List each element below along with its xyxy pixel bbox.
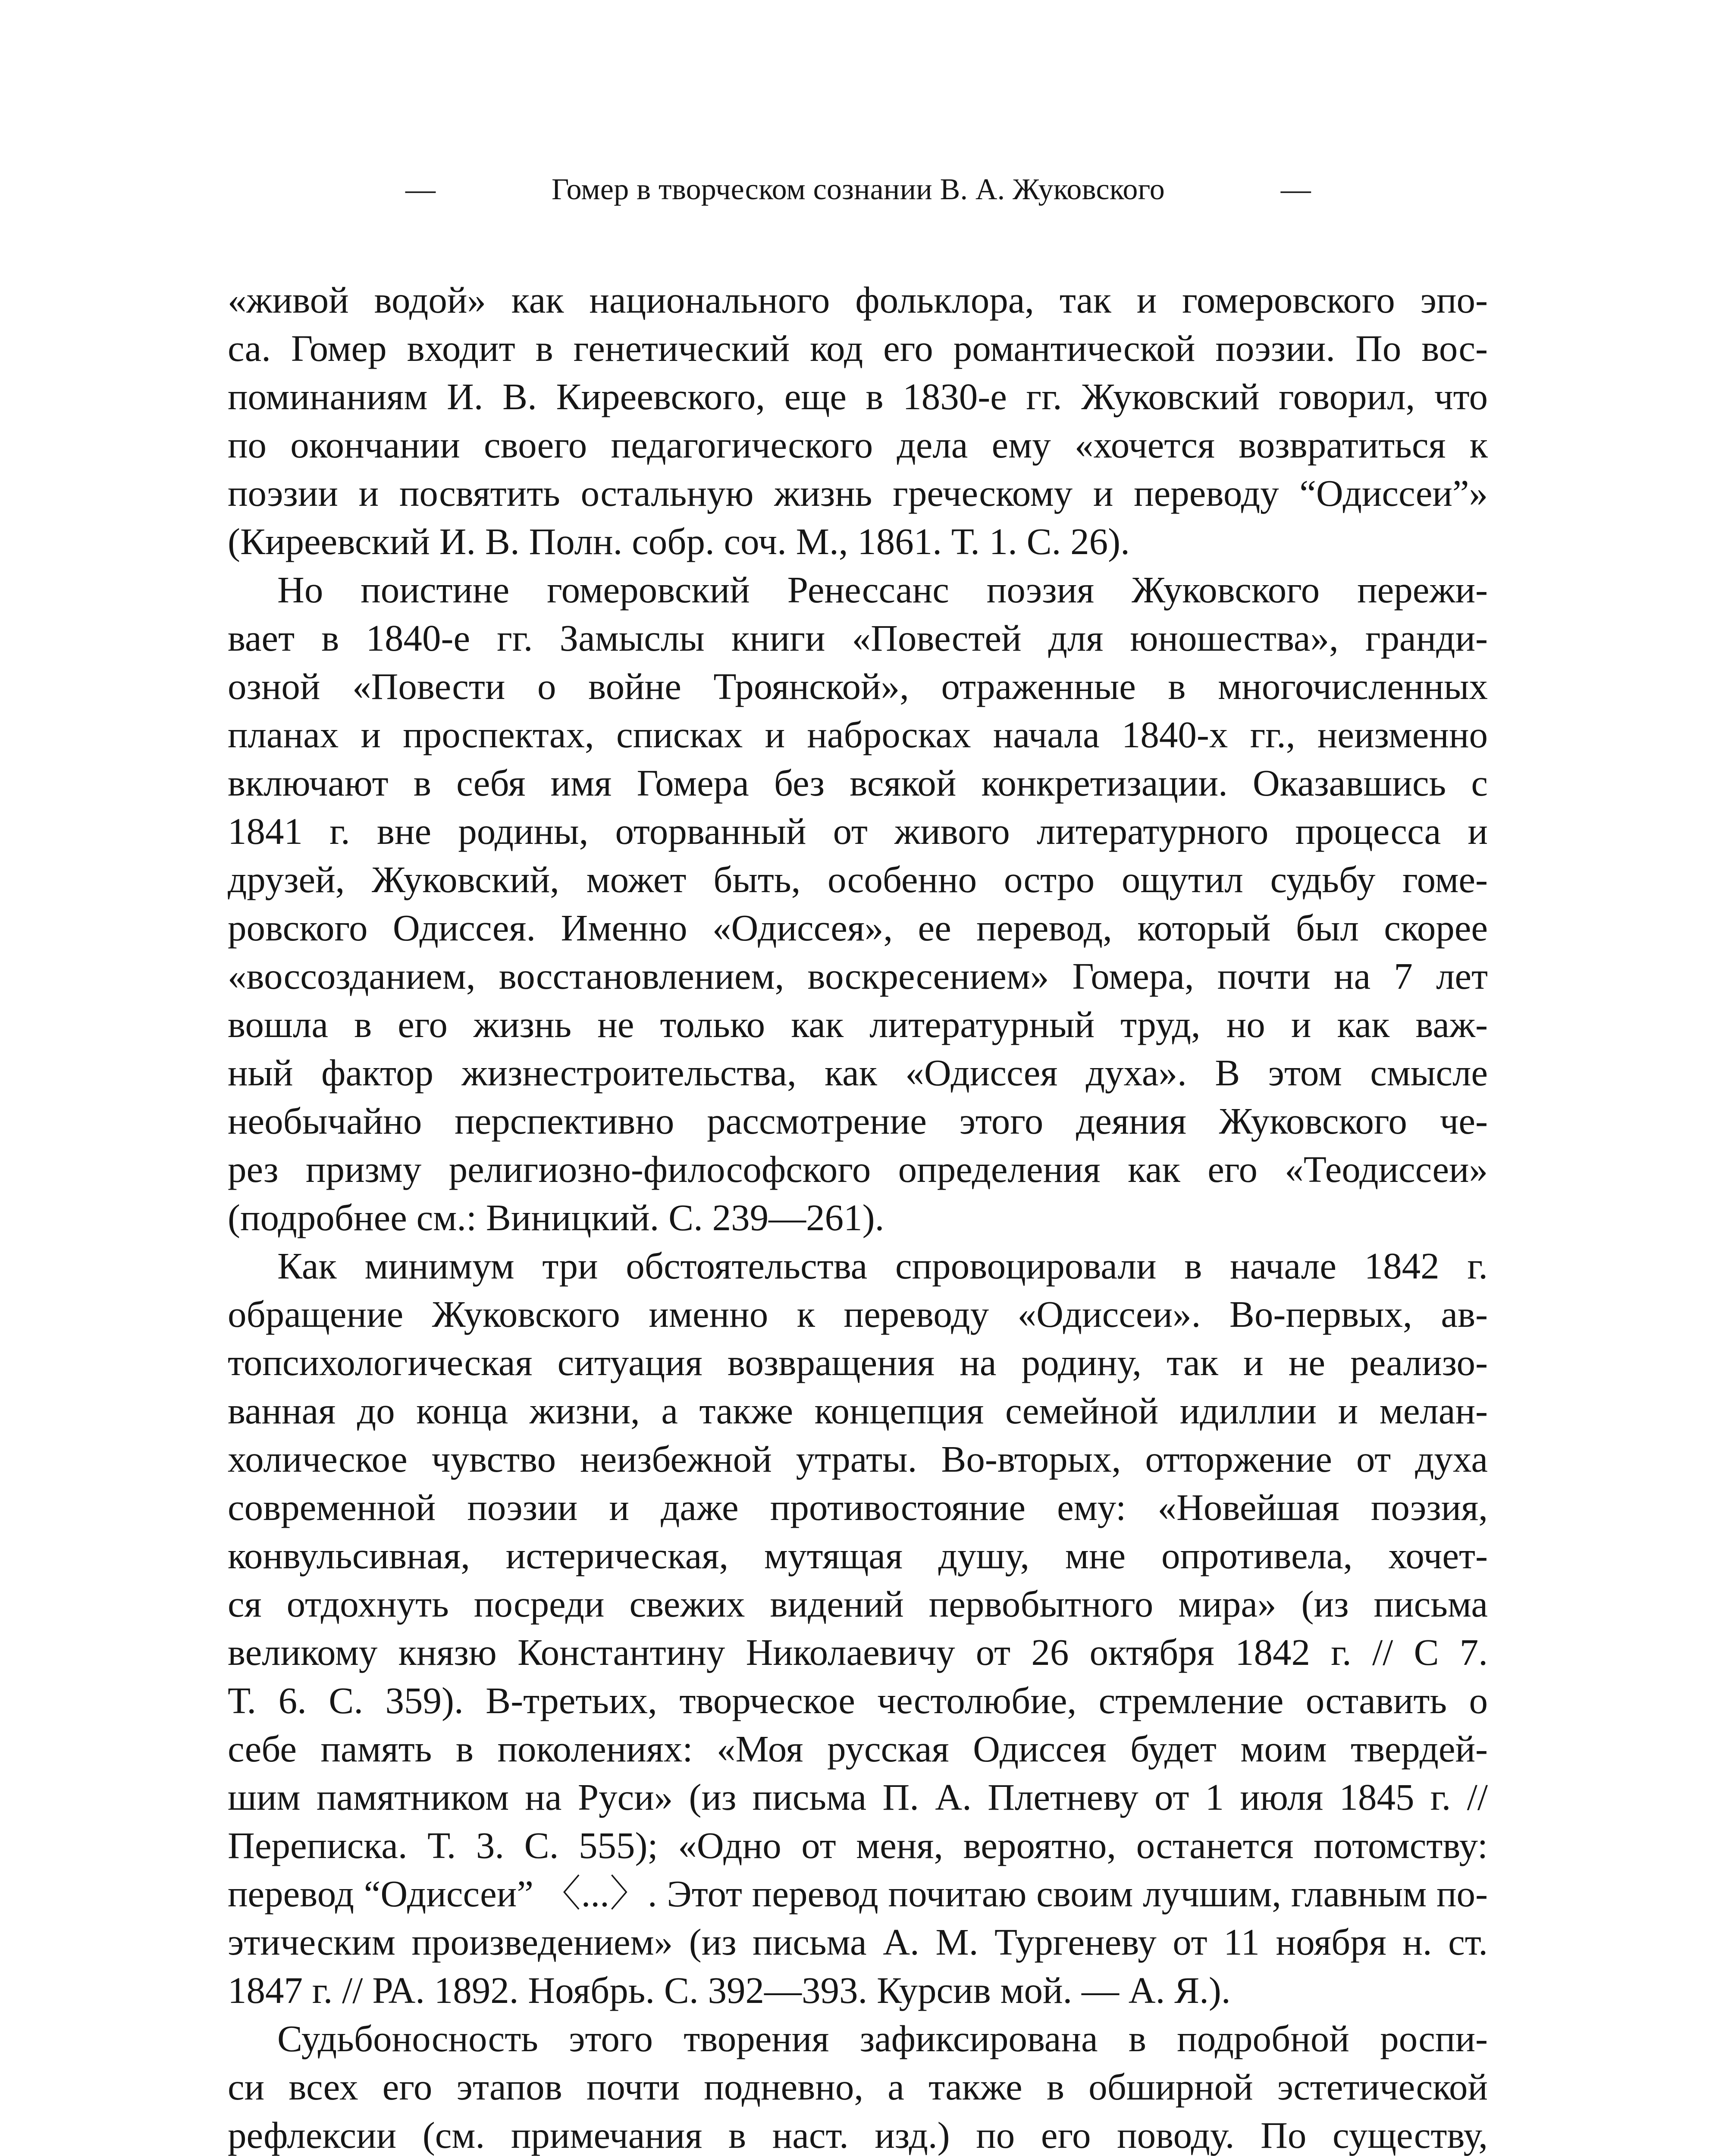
text-line: озной «Повести о войне Троянской», отраженные в многочисленных — [228, 665, 1488, 707]
text-line: конвульсивная, истерическая, мутящая душу, мне опротивела, хочет- — [228, 1535, 1488, 1576]
text-line: поэзии и посвятить остальную жизнь греческому и переводу “Одиссеи”» — [228, 472, 1488, 514]
text-line: этическим произведением» (из письма А. М. Тургеневу от 11 ноября н. ст. — [228, 1921, 1488, 1963]
running-head-left-dash: — — [405, 173, 436, 206]
text-line: са. Гомер входит в генетический код его романтической поэзии. По вос- — [228, 327, 1488, 369]
text-line: вает в 1840-е гг. Замыслы книги «Повестей для юношества», гранди- — [228, 617, 1488, 659]
text-line: 1841 г. вне родины, оторванный от живого литературного процесса и — [228, 810, 1488, 852]
running-head-title: Гомер в творческом сознании В. А. Жуковского — [552, 173, 1165, 206]
text-line: перевод “Одиссеи” 〈...〉. Этот перевод почитаю своим лучшим, главным по- — [228, 1873, 1488, 1915]
text-line: ный фактор жизнестроительства, как «Одиссея духа». В этом смысле — [228, 1052, 1488, 1094]
text-line: великому князю Константину Николаевичу от 26 октября 1842 г. // С 7. — [228, 1631, 1488, 1673]
running-head — [405, 170, 1311, 209]
text-line: необычайно перспективно рассмотрение этого деяния Жуковского че- — [228, 1100, 1488, 1142]
text-line: (Киреевский И. В. Полн. собр. соч. М., 1861. Т. 1. С. 26). — [228, 520, 1130, 562]
text-line: включают в себя имя Гомера без всякой конкретизации. Оказавшись с — [228, 762, 1488, 804]
text-line: современной поэзии и даже противостояние ему: «Новейшая поэзия, — [228, 1486, 1488, 1528]
running-head-right-dash: — — [1280, 173, 1311, 206]
text-line: ровского Одиссея. Именно «Одиссея», ее перевод, который был скорее — [228, 907, 1488, 949]
text-line: си всех его этапов почти подневно, а также в обширной эстетической — [228, 2066, 1488, 2108]
text-line: шим памятником на Руси» (из письма П. А. Плетневу от 1 июля 1845 г. // — [228, 1776, 1488, 1818]
text-line: Переписка. Т. 3. С. 555); «Одно от меня, вероятно, останется потомству: — [228, 1824, 1488, 1866]
text-line: себе память в поколениях: «Моя русская Одиссея будет моим твердей- — [228, 1728, 1488, 1770]
text-line: 1847 г. // РА. 1892. Ноябрь. С. 392—393. Курсив мой. — А. Я.). — [228, 1969, 1231, 2011]
text-line: друзей, Жуковский, может быть, особенно остро ощутил судьбу гоме- — [228, 859, 1488, 900]
body-text — [228, 276, 1488, 2156]
text-line: Т. 6. С. 359). В-третьих, творческое честолюбие, стремление оставить о — [228, 1680, 1488, 1721]
text-line: ся отдохнуть посреди свежих видений первобытного мира» (из письма — [228, 1583, 1488, 1625]
text-line: обращение Жуковского именно к переводу «Одиссеи». Во-первых, ав- — [228, 1293, 1488, 1335]
text-line: вошла в его жизнь не только как литературный труд, но и как важ- — [228, 1003, 1488, 1045]
text-line: по окончании своего педагогического дела ему «хочется возвратиться к — [228, 424, 1488, 466]
text-line: планах и проспектах, списках и набросках начала 1840-х гг., неизменно — [228, 714, 1488, 755]
text-line: Но поистине гомеровский Ренессанс поэзия Жуковского пережи- — [277, 569, 1488, 611]
text-line: топсихологическая ситуация возвращения на родину, так и не реализо- — [228, 1341, 1488, 1383]
text-line: ванная до конца жизни, а также концепция семейной идиллии и мелан- — [228, 1390, 1488, 1432]
text-line: (подробнее см.: Виницкий. С. 239—261). — [228, 1197, 884, 1238]
text-line: Судьбоносность этого творения зафиксирована в подробной роспи- — [277, 2018, 1488, 2059]
text-line: рез призму религиозно-философского определения как его «Теодиссеи» — [228, 1148, 1488, 1190]
text-line: рефлексии (см. примечания в наст. изд.) по его поводу. По существу, — [228, 2114, 1488, 2156]
text-line: Как минимум три обстоятельства спровоцировали в начале 1842 г. — [277, 1245, 1488, 1287]
text-line: поминаниям И. В. Киреевского, еще в 1830-е гг. Жуковский говорил, что — [228, 376, 1488, 417]
text-line: «живой водой» как национального фольклора, так и гомеровского эпо- — [228, 279, 1488, 321]
text-line: «воссозданием, восстановлением, воскресением» Гомера, почти на 7 лет — [228, 955, 1488, 997]
text-line: холическое чувство неизбежной утраты. Во-вторых, отторжение от духа — [228, 1438, 1488, 1480]
